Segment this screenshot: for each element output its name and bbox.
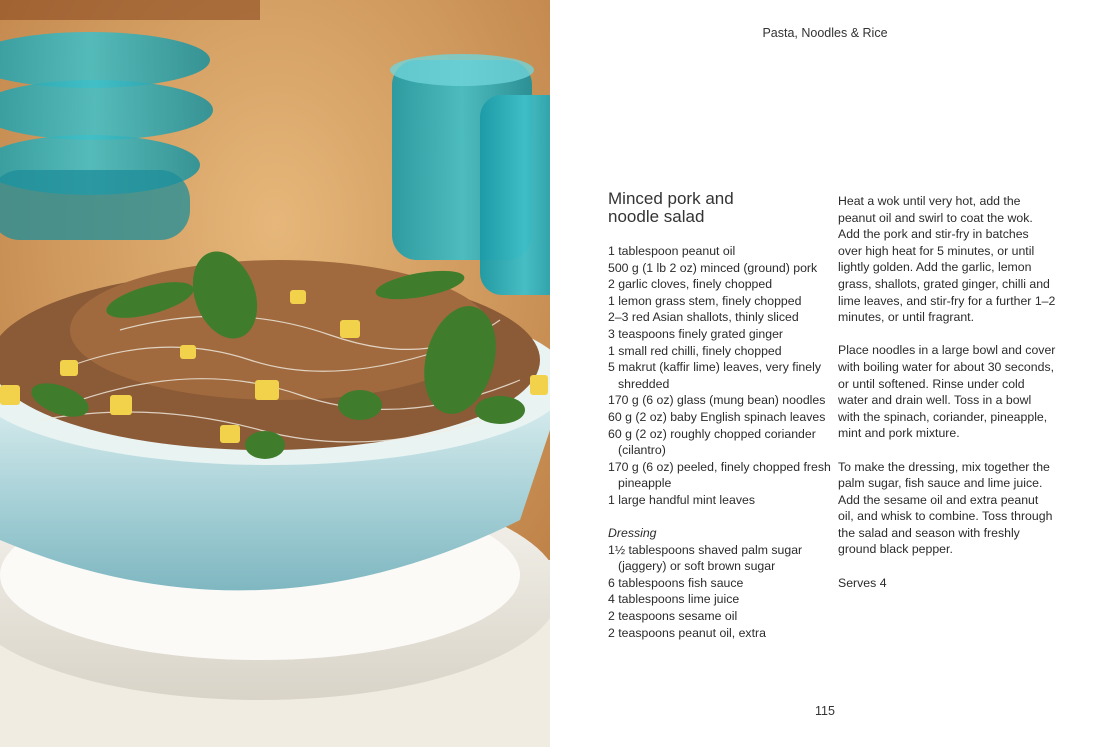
- method-column: [838, 193, 1056, 608]
- dressing-item: 6 tablespoons fish sauce: [608, 575, 744, 590]
- recipe-title-line-1: Minced pork and: [608, 189, 734, 208]
- ingredient-item: 1 large handful mint leaves: [608, 492, 755, 507]
- running-head: Pasta, Noodles & Rice: [762, 26, 888, 40]
- ingredients-column: [608, 243, 833, 641]
- serves-text: Serves 4: [838, 575, 887, 590]
- ingredient-item: 60 g (2 oz) baby English spinach leaves: [608, 409, 826, 424]
- page-number: 115: [815, 704, 835, 718]
- dressing-item: 1½ tablespoons shaved palm sugar (jaggery) or soft brown sugar: [608, 542, 803, 574]
- ingredient-item: 2 garlic cloves, finely chopped: [608, 277, 773, 292]
- ingredient-item: 170 g (6 oz) peeled, finely chopped fresh pineapple: [608, 459, 831, 491]
- recipe-page: [550, 0, 1100, 747]
- dressing-item: 2 teaspoons peanut oil, extra: [608, 625, 766, 640]
- ingredient-item: 1 small red chilli, finely chopped: [608, 343, 782, 358]
- method-step: To make the dressing, mix together the palm sugar, fish sauce and lime juice. Add the sesame oil and extra peanut oil, and whisk to combine. Toss through the salad and season with freshly ground black pepper.: [838, 459, 1053, 557]
- ingredient-item: 1 tablespoon peanut oil: [608, 244, 736, 258]
- method-step: Place noodles in a large bowl and cover with boiling water for about 30 seconds, or until softened. Rinse under cold water and drain well. Toss in a bowl with the spinach, coriander, pineapple, mint and pork mixture.: [838, 343, 1056, 441]
- ingredient-item: 170 g (6 oz) glass (mung bean) noodles: [608, 393, 826, 408]
- dressing-item: 4 tablespoons lime juice: [608, 592, 740, 607]
- ingredient-item: 500 g (1 lb 2 oz) minced (ground) pork: [608, 260, 818, 275]
- dressing-heading: Dressing: [608, 526, 657, 541]
- ingredient-item: 1 lemon grass stem, finely chopped: [608, 293, 802, 308]
- ingredient-item: 5 makrut (kaffir lime) leaves, very finely shredded: [608, 360, 821, 391]
- recipe-title: [608, 190, 808, 226]
- method-step: Heat a wok until very hot, add the peanut oil and swirl to coat the wok. Add the pork and stir-fry in batches over high heat for 5 minutes, or until lightly golden. Add the garlic, lemon grass, shallots, grated ginger, chilli and lime leaves, and stir-fry for a further 1–2 minutes, or until fragrant.: [838, 194, 1056, 325]
- ingredient-item: 3 teaspoons finely grated ginger: [608, 326, 784, 341]
- ingredient-item: 60 g (2 oz) roughly chopped coriander (cilantro): [608, 426, 816, 458]
- dressing-item: 2 teaspoons sesame oil: [608, 609, 738, 624]
- recipe-title-line-2: noodle salad: [608, 207, 705, 226]
- ingredient-item: 2–3 red Asian shallots, thinly sliced: [608, 310, 799, 325]
